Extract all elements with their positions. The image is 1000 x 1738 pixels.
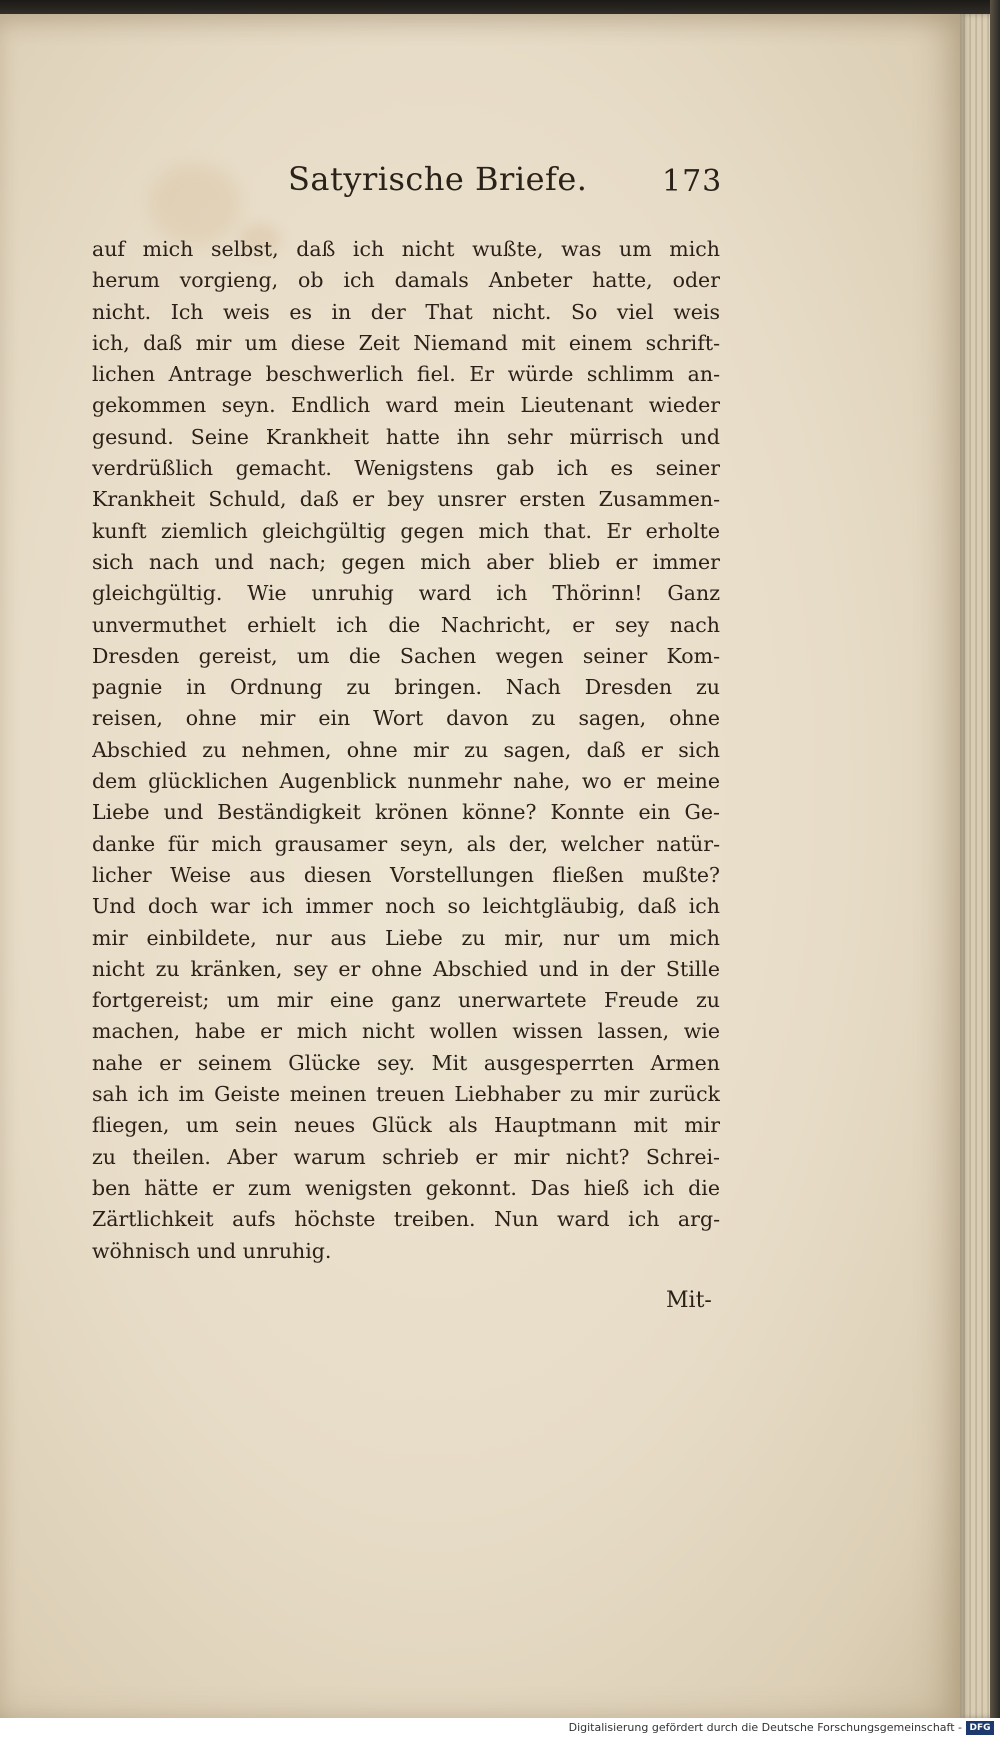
text-line: nahe er seinem Glücke sey. Mit ausgesperrten Armen [92,1050,720,1075]
running-head-title: Satyrische Briefe. [288,160,588,198]
text-line: kunft ziemlich gleichgültig gegen mich that. Er erholte [92,518,720,543]
digitization-footer [0,1718,1000,1738]
text-line: machen, habe er mich nicht wollen wissen lassen, wie [92,1019,720,1044]
dfg-logo: DFG [966,1721,994,1735]
text-line: gesund. Seine Krankheit hatte ihn sehr mürrisch und [92,424,720,449]
text-line: zu theilen. Aber warum schrieb er mir nicht? Schrei- [92,1144,720,1169]
text-line: nicht. Ich weis es in der That nicht. So viel weis [92,299,720,324]
book-binding [990,0,1000,1738]
page-number: 173 [662,164,723,199]
text-line: Abschied zu nehmen, ohne mir zu sagen, daß er sich [92,737,720,762]
text-line: sich nach und nach; gegen mich aber blieb er immer [92,549,720,574]
text-line: sah ich im Geiste meinen treuen Liebhaber zu mir zurück [92,1082,720,1107]
text-line: wöhnisch und unruhig. [92,1238,332,1263]
text-line: ich, daß mir um diese Zeit Niemand mit einem schrift- [92,330,720,355]
text-line: nicht zu kränken, sey er ohne Abschied und in der Stille [92,956,720,981]
text-line: Und doch war ich immer noch so leichtgläubig, daß ich [92,894,720,919]
text-line: mir einbildete, nur aus Liebe zu mir, nur um mich [92,925,720,950]
text-line: dem glücklichen Augenblick nunmehr nahe, wo er meine [92,769,720,794]
text-line: Krankheit Schuld, daß er bey unsrer ersten Zusammen- [92,487,720,512]
catchword: Mit- [666,1288,712,1313]
text-line: danke für mich grausamer seyn, als der, welcher natür- [92,831,720,856]
text-line: licher Weise aus diesen Vorstellungen fließen mußte? [92,862,720,887]
text-line: Zärtlichkeit aufs höchste treiben. Nun ward ich arg- [92,1207,720,1232]
text-line: gleichgültig. Wie unruhig ward ich Thörinn! Ganz [92,581,720,606]
text-line: lichen Antrage beschwerlich fiel. Er würde schlimm an- [92,362,720,387]
text-line: verdrüßlich gemacht. Wenigstens gab ich es seiner [92,456,720,481]
text-line: fliegen, um sein neues Glück als Hauptmann mit mir [92,1113,720,1138]
text-line: Liebe und Beständigkeit krönen könne? Konnte ein Ge- [92,800,720,825]
text-line: Dresden gereist, um die Sachen wegen seiner Kom- [92,643,720,668]
text-line: herum vorgieng, ob ich damals Anbeter hatte, oder [92,268,720,293]
text-line: ben hätte er zum wenigsten gekonnt. Das hieß ich die [92,1175,720,1200]
text-line: reisen, ohne mir ein Wort davon zu sagen, ohne [92,706,720,731]
text-line: auf mich selbst, daß ich nicht wußte, was um mich [92,237,720,261]
running-head [0,160,962,210]
footer-credit: Digitalisierung gefördert durch die Deutsche Forschungsgemeinschaft - [568,1721,962,1734]
text-line: fortgereist; um mir eine ganz unerwartete Freude zu [92,988,720,1013]
body-text [92,234,720,1267]
text-line: gekommen seyn. Endlich ward mein Lieutenant wieder [92,393,720,418]
text-line: unvermuthet erhielt ich die Nachricht, er sey nach [92,612,720,637]
text-line: pagnie in Ordnung zu bringen. Nach Dresden zu [92,675,720,700]
